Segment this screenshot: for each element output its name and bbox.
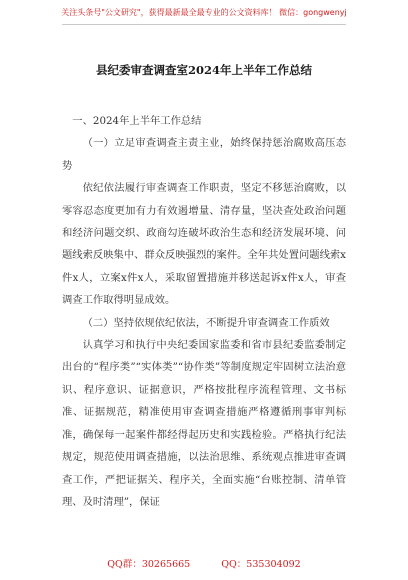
header-note: 关注头条号"公文研究"，获得最新最全最专业的公文资料库！ 微信：gongwenyj (61, 8, 347, 17)
subsection-heading-2: （二）坚持依规依纪依法，不断提升审查调查工作质效 (82, 316, 330, 329)
subsection-heading-1: （一）立足审查调查主责主业，始终保持惩治腐败高压态势 (62, 137, 346, 172)
section-heading: 一、2024年上半年工作总结 (72, 115, 202, 127)
footer-banner (0, 556, 408, 570)
header-divider (62, 24, 346, 25)
footer-qq-group: QQ群：30265665 (107, 559, 191, 570)
document-body (62, 110, 346, 513)
footer-qq: QQ：535304092 (221, 559, 301, 570)
paragraph-1: 依纪依法履行审查调查工作职责，坚定不移惩治腐败，以零容忍态度更加有力有效遏增量、清存量，坚决查处政治问题和经济问题交织、政商勾连破坏政治生态和经济发展环境、问题线索反映集中、群众反映强烈的案件。全年共处置问题线索x件x人，立案x件x人，采取留置措施并移送起诉x件x人，审查调查工作取得明显成效。 (62, 182, 346, 307)
document-title: 县纪委审查调查室2024年上半年工作总结 (95, 63, 312, 77)
paragraph-2: 认真学习和执行中央纪委国家监委和省市县纪委监委制定出台的“程序类”“实体类”“协作类”等制度规定牢固树立法治意识、程序意识、证据意识，严格按批程序流程管理、文书标准、证据规范，精准使用审查调查措施严格遵循刑事审判标准，确保每一起案件都经得起历史和实践检验。严格执行纪法规定，规范使用调查措施，以法治思维、系统观点推进审查调查工作，严把证据关、程序关，全面实施“台账控制、清单管理、及时清理”，保证 (62, 339, 346, 508)
header-banner (0, 0, 408, 26)
